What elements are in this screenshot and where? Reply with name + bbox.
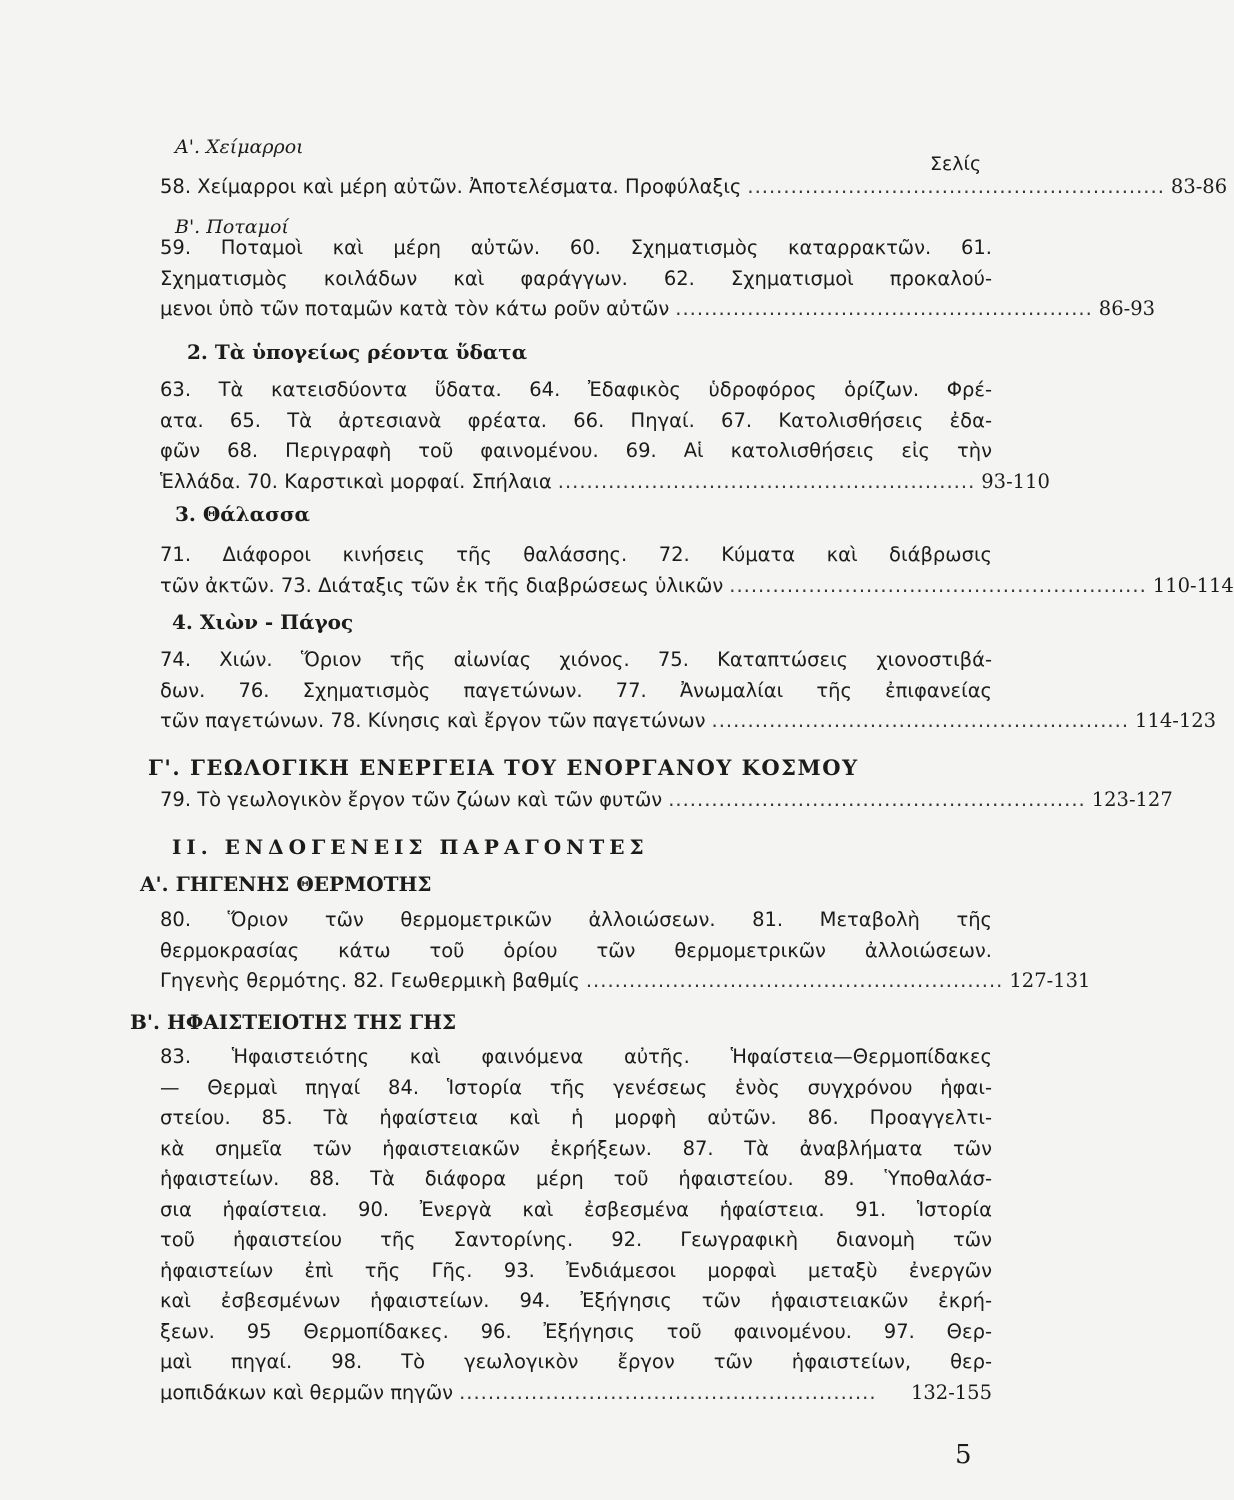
dot-leader: .......................................................... [675, 297, 1093, 320]
page-range: 86-93 [1098, 297, 1156, 320]
toc-line: 74. Χιών. Ὅριον τῆς αἰωνίας χιόνος. 75. Καταπτώσεις χιονοστιβά- [160, 648, 992, 671]
toc-line: θερμοκρασίας κάτω τοῦ ὁρίου τῶν θερμομετρικῶν ἀλλοιώσεων. [160, 938, 992, 962]
part-heading-endogenous: ΙΙ. ΕΝΔΟΓΕΝΕΙΣ ΠΑΡΑΓΟΝΤΕΣ [172, 835, 649, 859]
dot-leader: .......................................................... [747, 175, 1165, 198]
section-heading-rivers: Β'. Ποταμοί [175, 216, 289, 238]
section-heading-torrents: Α'. Χείμαρροι [175, 136, 304, 158]
toc-line: ἡφαιστείων ἐπὶ τῆς Γῆς. 93. Ἐνδιάμεσοι μορφαὶ μεταξὺ ἐνεργῶν [160, 1258, 992, 1282]
toc-line: μοπιδάκων καὶ θερμῶν πηγῶν .......................................................... 132-155 [160, 1378, 992, 1409]
toc-line: τῶν παγετώνων. 78. Κίνησις καὶ ἔργον τῶν παγετώνων .......................................................... 114-123 [160, 706, 992, 737]
toc-line: στείου. 85. Τὰ ἡφαίστεια καὶ ἡ μορφὴ αὐτῶν. 86. Προαγγελτι- [160, 1106, 992, 1129]
toc-line: — Θερμαὶ πηγαί 84. Ἱστορία τῆς γενέσεως ἑνὸς συγχρόνου ἡφαι- [160, 1075, 992, 1099]
toc-entry [160, 905, 1091, 997]
dot-leader: .......................................................... [585, 969, 1004, 992]
dot-leader: .......................................................... [711, 709, 1130, 732]
toc-line: 58. Χείμαρροι καὶ μέρη αὐτῶν. Ἀποτελέσματα. Προφύλαξις .......................................................... 83-86 [160, 172, 992, 203]
page-range: 114-123 [1135, 709, 1217, 732]
toc-line: τοῦ ἡφαιστείου τῆς Σαντορίνης. 92. Γεωγραφικὴ διανομὴ τῶν [160, 1228, 992, 1251]
toc-line: ατα. 65. Τὰ ἀρτεσιανὰ φρέατα. 66. Πηγαί. 67. Κατολισθήσεις ἐδα- [160, 408, 992, 432]
section-heading-organic-world: Γ'. ΓΕΩΛΟΓΙΚΗ ΕΝΕΡΓΕΙΑ ΤΟΥ ΕΝΟΡΓΑΝΟΥ ΚΟΣΜΟΥ [148, 755, 859, 780]
section-heading-sea: 3. Θάλασσα [175, 502, 310, 526]
toc-entry [160, 645, 1217, 737]
toc-entry [160, 785, 1173, 816]
toc-line: φῶν 68. Περιγραφὴ τοῦ φαινομένου. 69. Αἱ κατολισθήσεις εἰς τὴν [160, 439, 992, 462]
toc-line: σια ἡφαίστεια. 90. Ἐνεργὰ καὶ ἐσβεσμένα ἡφαίστεια. 91. Ἱστορία [160, 1197, 992, 1221]
section-heading-volcanism: Β'. ΗΦΑΙΣΤΕΙΟΤΗΣ ΤΗΣ ΓΗΣ [130, 1010, 457, 1034]
toc-line: κὰ σημεῖα τῶν ἡφαιστειακῶν ἐκρήξεων. 87. Τὰ ἀναβλήματα τῶν [160, 1136, 992, 1160]
dot-leader: .......................................................... [459, 1380, 877, 1404]
toc-line: 63. Τὰ κατεισδύοντα ὕδατα. 64. Ἐδαφικὸς ὑδροφόρος ὁρίζων. Φρέ- [160, 378, 992, 401]
toc-line: δων. 76. Σχηματισμὸς παγετώνων. 77. Ἀνωμαλίαι τῆς ἐπιφανείας [160, 678, 992, 702]
toc-entry [160, 1042, 992, 1408]
toc-line: Σχηματισμὸς κοιλάδων καὶ φαράγγων. 62. Σχηματισμοὶ προκαλού- [160, 266, 992, 290]
toc-line: 59. Ποταμοὶ καὶ μέρη αὐτῶν. 60. Σχηματισμὸς καταρρακτῶν. 61. [160, 236, 992, 259]
toc-line: 83. Ἡφαιστειότης καὶ φαινόμενα αὐτῆς. Ἡφαίστεια—Θερμοπίδακες [160, 1045, 992, 1068]
page-column-label: Σελίς [930, 153, 982, 175]
section-heading-snow-ice: 4. Χιὼν - Πάγος [172, 610, 354, 634]
toc-line: τῶν ἀκτῶν. 73. Διάταξις τῶν ἐκ τῆς διαβρώσεως ὑλικῶν .......................................................... 110-114 [160, 571, 992, 602]
page-range: 132-155 [910, 1380, 992, 1404]
toc-line: ξεων. 95 Θερμοπίδακες. 96. Ἐξήγησις τοῦ φαινομένου. 97. Θερ- [160, 1319, 992, 1343]
page-range: 83-86 [1170, 175, 1228, 198]
page-range: 123-127 [1091, 788, 1173, 811]
toc-line: Ἑλλάδα. 70. Καρστικαὶ μορφαί. Σπήλαια .......................................................... 93-110 [160, 467, 992, 498]
toc-line: μενοι ὑπὸ τῶν ποταμῶν κατὰ τὸν κάτω ροῦν αὐτῶν .......................................................... 86-93 [160, 294, 992, 325]
toc-entry [160, 540, 1234, 601]
dot-leader: .......................................................... [729, 573, 1147, 597]
toc-entry [160, 172, 1228, 203]
toc-line: Γηγενὴς θερμότης. 82. Γεωθερμικὴ βαθμίς .......................................................... 127-131 [160, 966, 992, 997]
section-heading-groundwater: 2. Τὰ ὑπογείως ρέοντα ὕδατα [187, 340, 528, 364]
page-range: 110-114 [1152, 573, 1234, 597]
toc-line: 80. Ὅριον τῶν θερμομετρικῶν ἀλλοιώσεων. 81. Μεταβολὴ τῆς [160, 908, 992, 931]
dot-leader: .......................................................... [668, 788, 1086, 811]
toc-line: καὶ ἐσβεσμένων ἡφαιστείων. 94. Ἐξήγησις τῶν ἡφαιστειακῶν ἐκρή- [160, 1289, 992, 1312]
dot-leader: .......................................................... [557, 469, 976, 493]
toc-line: 71. Διάφοροι κινήσεις τῆς θαλάσσης. 72. Κύματα καὶ διάβρωσις [160, 543, 992, 566]
toc-entry [160, 233, 1156, 325]
page-range: 127-131 [1009, 969, 1091, 992]
toc-entry [160, 375, 1050, 497]
page-range: 93-110 [981, 469, 1050, 493]
toc-line: μαὶ πηγαί. 98. Τὸ γεωλογικὸν ἔργον τῶν ἡφαιστείων, θερ- [160, 1350, 992, 1373]
toc-line: 79. Τὸ γεωλογικὸν ἔργον τῶν ζώων καὶ τῶν φυτῶν .......................................................... 123-127 [160, 785, 992, 816]
section-heading-geothermal: Α'. ΓΗΓΕΝΗΣ ΘΕΡΜΟΤΗΣ [140, 872, 432, 896]
toc-line: ἡφαιστείων. 88. Τὰ διάφορα μέρη τοῦ ἡφαιστείου. 89. Ὑποθαλάσ- [160, 1167, 992, 1190]
page-number: 5 [955, 1440, 972, 1470]
